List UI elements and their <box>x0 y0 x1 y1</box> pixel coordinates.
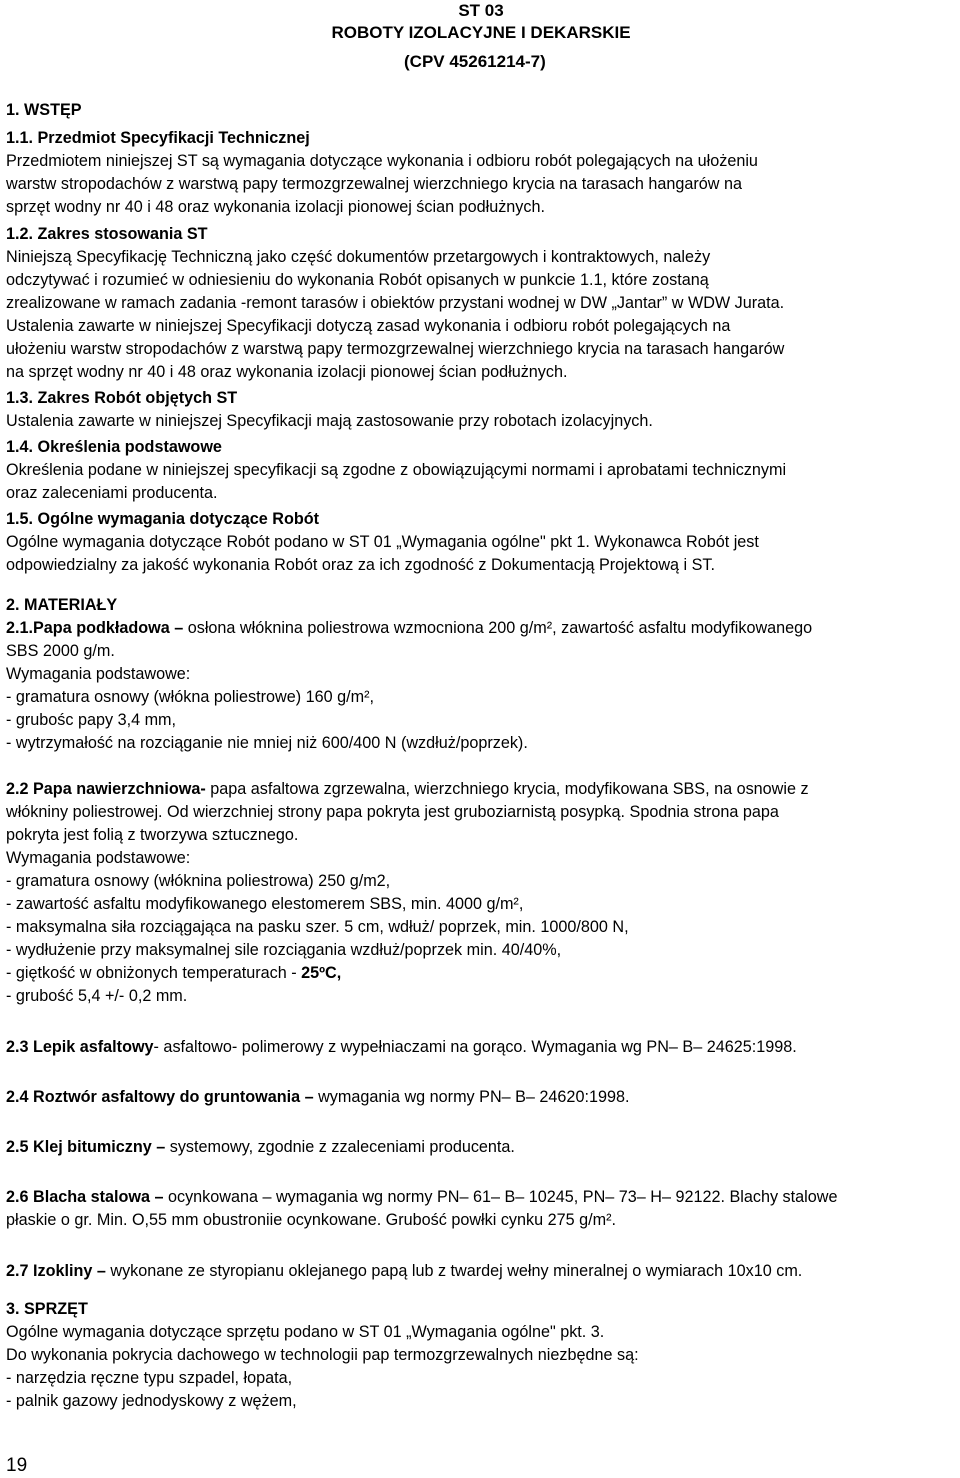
section-1-1-heading: 1.1. Przedmiot Specyfikacji Technicznej <box>6 129 310 147</box>
paragraph-line: Ustalenia zawarte w niniejszej Specyfikacji dotyczą zasad wykonania i odbioru robót polegających na <box>6 317 731 335</box>
paragraph-line: Niniejszą Specyfikację Techniczną jako część dokumentów przetargowych i kontraktowych, należy <box>6 248 711 266</box>
paragraph-line: Określenia podane w niniejszej specyfikacji są zgodne z obowiązującymi normami i aprobatami technicznymi <box>6 461 787 479</box>
paragraph-line: na sprzęt wodny nr 40 i 48 oraz wykonania izolacji pionowej ścian podłużnych. <box>6 363 568 381</box>
list-item: - gramatura osnowy (włókna poliestrowe) 160 g/m², <box>6 688 374 706</box>
paragraph-line: włókniny poliestrowej. Od wierzchniej strony papa pokryta jest gruboziarnistą posypką. Spodnia strona papa <box>6 803 779 821</box>
material-2-3-text: - asfaltowo- polimerowy z wypełniaczami na gorąco. Wymagania wg PN– B– 24625:1998. <box>153 1038 797 1056</box>
paragraph-line: odczytywać i rozumieć w odniesieniu do wykonania Robót opisanych w punkcie 1.1, które zostaną <box>6 271 709 289</box>
material-2-6 <box>6 1186 960 1232</box>
section-1-2-heading: 1.2. Zakres stosowania ST <box>6 225 208 243</box>
material-2-5 <box>6 1136 960 1159</box>
list-item: - palnik gazowy jednodyskowy z wężem, <box>6 1392 297 1410</box>
material-2-2-title: 2.2 Papa nawierzchniowa- <box>6 780 206 798</box>
paragraph-line: Przedmiotem niniejszej ST są wymagania dotyczące wykonania i odbioru robót polegających na ułożeniu <box>6 152 758 170</box>
material-2-2 <box>6 778 960 1008</box>
material-2-3-title: 2.3 Lepik asfaltowy <box>6 1038 154 1056</box>
paragraph-line: Wymagania podstawowe: <box>6 849 191 867</box>
paragraph-line: warstw stropodachów z warstwą papy termozgrzewalnej wierzchniego krycia na tarasach hangarów na <box>6 175 742 193</box>
list-item: - maksymalna siła rozciągająca na pasku szer. 5 cm, wdłuż/ poprzek, min. 1000/800 N, <box>6 918 629 936</box>
list-item: - narzędzia ręczne typu szpadel, łopata, <box>6 1369 293 1387</box>
material-2-1 <box>6 617 960 755</box>
section-3 <box>6 1298 960 1413</box>
spec-code: ST 03 <box>458 1 504 20</box>
paragraph-line: pokryta jest folią z tworzywa sztucznego. <box>6 826 299 844</box>
material-2-4-text: wymagania wg normy PN– B– 24620:1998. <box>313 1088 630 1106</box>
paragraph-line: sprzęt wodny nr 40 i 48 oraz wykonania izolacji pionowej ścian podłużnych. <box>6 198 545 216</box>
list-item: - grubośc papy 3,4 mm, <box>6 711 177 729</box>
paragraph-line: zrealizowane w ramach zadania -remont tarasów i obiektów przystani wodnej w DW „Jantar” w WDW Jurata. <box>6 294 785 312</box>
material-2-6-text: ocynkowana – wymagania wg normy PN– 61– B– 10245, PN– 73– H– 92122. Blachy stalowe <box>163 1188 838 1206</box>
paragraph-line: Ogólne wymagania dotyczące sprzętu podano w ST 01 „Wymagania ogólne" pkt. 3. <box>6 1323 605 1341</box>
material-2-7-text: wykonane ze styropianu oklejanego papą lub z twardej wełny mineralnej o wymiarach 10x10 cm. <box>105 1262 803 1280</box>
list-item-text: - giętkość w obniżonych temperaturach - <box>6 964 302 982</box>
list-item: - grubość 5,4 +/- 0,2 mm. <box>6 987 188 1005</box>
spec-title: ROBOTY IZOLACYJNE I DEKARSKIE <box>331 23 631 42</box>
list-item: - zawartość asfaltu modyfikowanego elestomerem SBS, min. 4000 g/m², <box>6 895 524 913</box>
paragraph-line: Wymagania podstawowe: <box>6 665 191 683</box>
paragraph-line: ułożeniu warstw stropodachów z warstwą papy termozgrzewalnej wierzchniego krycia na tarasach hangarów <box>6 340 785 358</box>
list-item: - gramatura osnowy (włóknina poliestrowa) 250 g/m2, <box>6 872 391 890</box>
cpv-code: (CPV 45261214-7) <box>404 52 546 71</box>
material-2-5-title: 2.5 Klej bitumiczny – <box>6 1138 166 1156</box>
material-2-2-text: papa asfaltowa zgrzewalna, wierzchniego krycia, modyfikowana SBS, na osnowie z <box>205 780 809 798</box>
paragraph-line: Do wykonania pokrycia dachowego w technologii pap termozgrzewalnych niezbędne są: <box>6 1346 639 1364</box>
material-2-4 <box>6 1086 960 1109</box>
material-2-5-text: systemowy, zgodnie z zzaleceniami producenta. <box>165 1138 515 1156</box>
list-item: - wytrzymałość na rozciąganie nie mniej niż 600/400 N (wzdłuż/poprzek). <box>6 734 528 752</box>
section-1-4-heading: 1.4. Określenia podstawowe <box>6 438 222 456</box>
list-item <box>6 962 960 985</box>
page-number: 19 <box>6 1455 28 1476</box>
paragraph-line: oraz zaleceniami producenta. <box>6 484 218 502</box>
section-1-3-heading: 1.3. Zakres Robót objętych ST <box>6 389 238 407</box>
section-1-3 <box>6 387 960 433</box>
material-2-1-text: osłona włóknina poliestrowa wzmocniona 200 g/m², zawartość asfaltu modyfikowanego <box>183 619 813 637</box>
paragraph-line: Ogólne wymagania dotyczące Robót podano w ST 01 „Wymagania ogólne" pkt 1. Wykonawca Robót jest <box>6 533 759 551</box>
material-2-7 <box>6 1260 960 1283</box>
section-1-heading: 1. WSTĘP <box>6 101 82 119</box>
material-2-6-title: 2.6 Blacha stalowa – <box>6 1188 164 1206</box>
section-1-4 <box>6 436 960 505</box>
section-3-heading: 3. SPRZĘT <box>6 1300 88 1318</box>
material-2-3 <box>6 1036 960 1059</box>
list-item: - wydłużenie przy maksymalnej sile rozciągania wzdłuż/poprzek min. 40/40%, <box>6 941 562 959</box>
material-2-1-title: 2.1.Papa podkładowa – <box>6 619 184 637</box>
paragraph-line: odpowiedzialny za jakość wykonania Robót oraz za ich zgodność z Dokumentacją Projektową i ST. <box>6 556 716 574</box>
section-1-1 <box>6 127 960 219</box>
material-2-7-title: 2.7 Izokliny – <box>6 1262 106 1280</box>
section-2-heading: 2. MATERIAŁY <box>6 596 118 614</box>
material-2-4-title: 2.4 Roztwór asfaltowy do gruntowania – <box>6 1088 314 1106</box>
paragraph-line: SBS 2000 g/m. <box>6 642 115 660</box>
section-1-2 <box>6 223 960 384</box>
paragraph-line: Ustalenia zawarte w niniejszej Specyfikacji mają zastosowanie przy robotach izolacyjnych. <box>6 412 653 430</box>
section-1-5 <box>6 508 960 577</box>
list-item-value: 25ºC, <box>301 964 342 982</box>
section-1-5-heading: 1.5. Ogólne wymagania dotyczące Robót <box>6 510 320 528</box>
paragraph-line: płaskie o gr. Min. O,55 mm obustroniie ocynkowane. Grubość powłki cynku 275 g/m². <box>6 1211 617 1229</box>
